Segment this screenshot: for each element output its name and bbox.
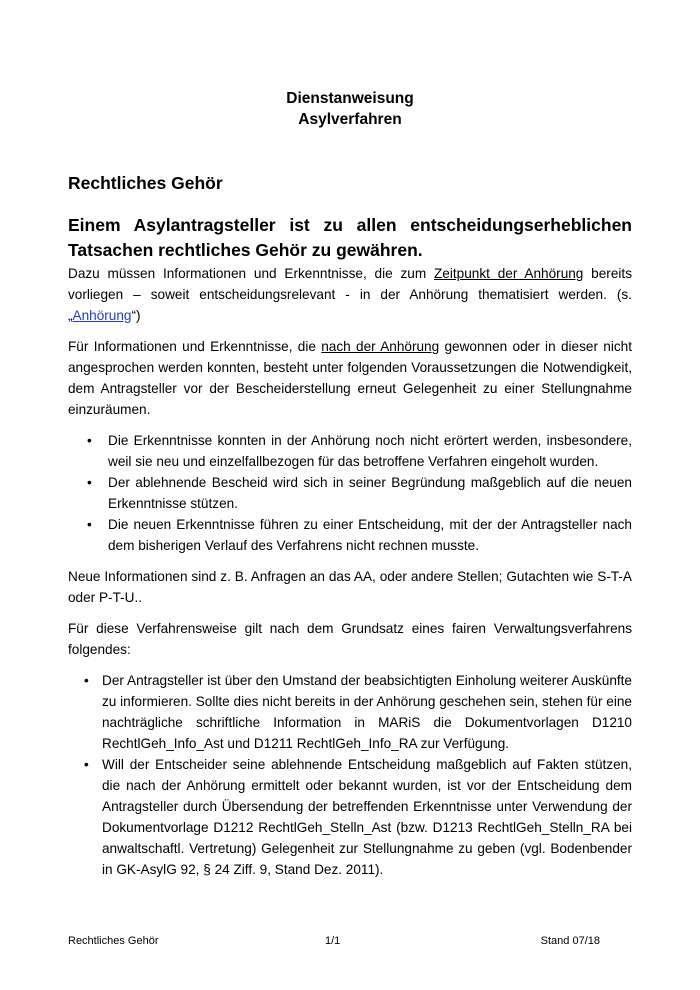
page-number: 1/1: [325, 935, 341, 947]
bullet-icon: •: [87, 517, 92, 532]
paragraph-1-text-a: Dazu müssen Informationen und Erkenntnisse, die zum: [68, 266, 434, 281]
title-line-2: Asylverfahren: [298, 111, 402, 128]
list-item: [68, 670, 632, 754]
list-item: [68, 430, 632, 472]
paragraph-1: [68, 263, 632, 326]
list-item-text: Die neuen Erkenntnisse führen zu einer Entscheidung, mit der der Antragsteller nach dem bisherigen Verlauf des Verfahrens nicht rechnen musste.: [108, 517, 632, 553]
paragraph-1-text-c: “): [131, 308, 141, 323]
underlined-nach-der-anhoerung: nach der Anhörung: [321, 339, 440, 354]
paragraph-2-text-a: Für Informationen und Erkenntnisse, die: [68, 339, 322, 354]
paragraph-4: Für diese Verfahrensweise gilt nach dem Grundsatz eines fairen Verwaltungsverfahrens folgendes:: [68, 621, 632, 657]
bullet-icon: •: [84, 757, 89, 772]
paragraph-2-text-b: gewonnen oder in dieser nicht angesprochen werden konnten, besteht unter folgenden Voraussetzungen die Notwendigkeit, dem Antragsteller vor der Bescheiderstellung erneut Gelegenheit zu einer Stellungnahme einzuräumen.: [68, 339, 632, 417]
procedure-list: [68, 670, 632, 880]
title-line-1: Dienstanweisung: [286, 90, 414, 107]
section-subheading: Einem Asylantragsteller ist zu allen entscheidungserheblichen Tatsachen rechtliches Gehör zu gewähren.: [68, 215, 632, 260]
list-item: [68, 514, 632, 556]
bullet-icon: •: [87, 475, 92, 490]
paragraph-3: Neue Informationen sind z. B. Anfragen an das AA, oder andere Stellen; Gutachten wie S-T-A oder P-T-U..: [68, 569, 632, 605]
conditions-list: [68, 430, 632, 556]
list-item-text: Will der Entscheider seine ablehnende Entscheidung maßgeblich auf Fakten stützen, die nach der Anhörung ermittelt oder bekannt wurden, ist vor der Entscheidung dem Antragsteller durch Übersendung der betreffenden Erkenntnisse unter Verwendung der Dokumentvorlage D1212 RechtlGeh_Stelln_Ast (bzw. D1213 RechtlGeh_Stelln_RA bei anwaltschaftl. Vertretung) Gelegenheit zur Stellungnahme zu geben (vgl. Bodenbender in GK-AsylG 92, § 24 Ziff. 9, Stand Dez. 2011).: [102, 757, 632, 877]
document-title: [68, 88, 632, 130]
paragraph-1-text-b: bereits vorliegen – soweit entscheidungsrelevant - in der Anhörung thematisiert werden. (s. „: [68, 266, 632, 323]
footer-right: Stand 07/18: [540, 935, 600, 947]
footer-left: Rechtliches Gehör: [68, 935, 159, 947]
list-item-text: Der ablehnende Bescheid wird sich in seiner Begründung maßgeblich auf die neuen Erkenntnisse stützen.: [108, 475, 632, 511]
bullet-icon: •: [84, 673, 89, 688]
document-body: [68, 263, 632, 890]
list-item-text: Die Erkenntnisse konnten in der Anhörung noch nicht erörtert werden, insbesondere, weil sie neu und einzelfallbezogen für das betroffene Verfahren eingeholt wurden.: [108, 433, 632, 469]
link-anhoerung[interactable]: Anhörung: [72, 308, 132, 323]
section-heading: Rechtliches Gehör: [68, 173, 223, 193]
list-item: [68, 472, 632, 514]
list-item-text: Der Antragsteller ist über den Umstand der beabsichtigten Einholung weiterer Auskünfte zu informieren. Sollte dies nicht bereits in der Anhörung geschehen sein, stehen für eine nachträgliche schriftliche Information in MARiS die Dokumentvorlagen D1210 RechtlGeh_Info_Ast und D1211 RechtlGeh_Info_RA zur Verfügung.: [102, 673, 632, 751]
list-item: [68, 754, 632, 880]
paragraph-2: [68, 336, 632, 420]
bullet-icon: •: [87, 433, 92, 448]
link-zeitpunkt-der-anhoerung[interactable]: Zeitpunkt der Anhörung: [433, 266, 584, 281]
